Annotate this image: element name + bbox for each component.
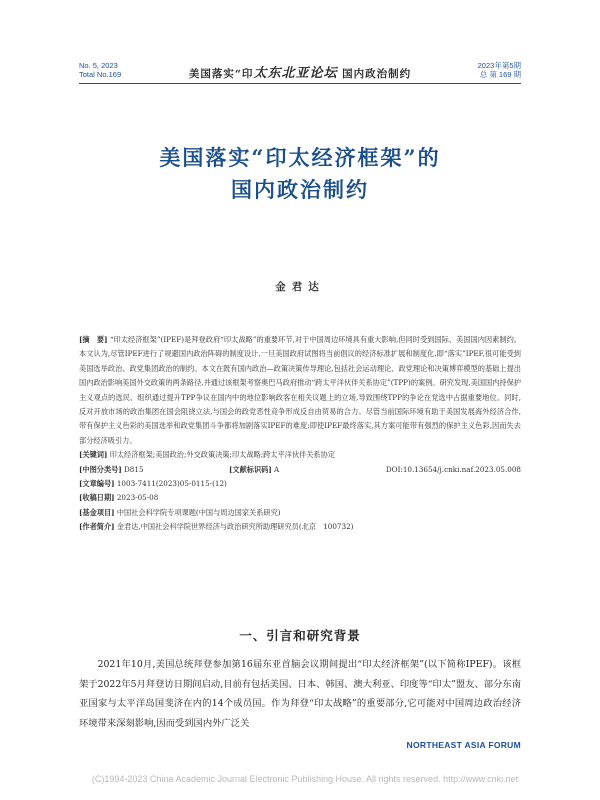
journal-brand: 太东北亚论坛 [253,66,338,81]
title-line-2: 国内政治制约 [231,177,369,202]
running-head-suffix: 国内政治制约 [342,68,412,80]
received-value: 2023-05-08 [116,493,159,503]
author-name: 金君达 [275,281,325,293]
abstract-label: [摘 要] [79,335,108,344]
received-label: [收稿日期] [79,493,115,503]
title-line-1: 美国落实“印太经济框架”的 [159,145,441,170]
keywords-label: [关键词] [79,450,108,460]
abstract [79,333,521,448]
header-rule [79,83,521,84]
author-bio [79,520,521,534]
section-heading: 一、引言和研究背景 [239,628,361,643]
articleno-value: 1003-7411(2023)05-0115-(12) [116,479,227,489]
running-head-prefix: 美国落实“印 [188,68,254,80]
article-title [0,142,600,206]
total-number-en: Total No.169 [79,70,122,79]
fund-value: 中国社会科学院专项课题(中国与周边国家关系研究) [116,507,281,517]
clc-value: D815 [124,464,144,474]
fund [79,506,521,520]
total-number-cn: 总 第 169 期 [479,70,521,79]
keywords [79,448,521,462]
doccode-value: A [274,464,280,474]
header-issue-right [478,61,521,79]
doi: DOI:10.13654/j.cnki.naf.2023.05.008 [385,464,521,474]
footer-journal-name: NORTHEAST ASIA FORUM [406,740,521,750]
doccode-label: [文献标识码] [229,464,272,474]
article-number [79,477,521,491]
keywords-text: 印太经济框架;美国政治;外交政策决策;印太战略;跨太平洋伙伴关系协定 [109,450,335,460]
author-bio-value: 金君达,中国社会科学院世界经济与政治研究所助理研究员(北京 100732) [116,522,354,532]
received-date [79,491,521,505]
body-paragraph: 2021年10月,美国总统拜登参加第16届东亚首脑会议期间提出“印太经济框架”(以下简称IPEF)。该框架于2022年5月拜登访日期间启动,目前有包括美国、日本、韩国、澳大利亚、印度等“印太”盟友、部分东南亚国家与太平洋岛国斐济在内的14个成员国。作为拜登“印太战略”的重要部分,它可能对中国周边政治经济环境带来深刻影响,因而受到国内外广泛关 [79,659,521,729]
author-bio-label: [作者简介] [79,522,115,532]
fund-label: [基金项目] [79,507,115,517]
classification-row [79,463,521,477]
issue-number-cn: 2023年第5期 [477,61,521,70]
abstract-text: “印太经济框架”(IPEF)是拜登政府“印太战略”的重要环节,对于中国周边环境具有重大影响,但同时受到国际、美国国内因素制约。本文认为,尽管IPEF进行了规避国内政治阵碍的制度设计,一旦美国政府试图将当前倡议的经济标准扩展和制度化,即“落实”IPEF,很可能受到美国选举政治、政党集团政治的制约。本文在既有国内政治—政策决策传导理论,包括社会运动理论、政党理论和决策博弈模型的基础上提出国内政治影响美国外交政策的两条路径,并通过该框架考察奥巴马政府推动“跨太平洋伙伴关系协定”(TPP)的案例。研究发现,美国国内持保护主义观点的选民、组织通过提升TPP争议在国内中的地位影响政客在相关议题上的立场,导致围绕TPP的争论在党选中占据重要地位。同时,反对开放市场的政治集团在国会阻挠立法,与国会的政党恶性竞争形成反自由贸易的合力。尽管当前国际环境有助于美国发展海外经济合作,带有保护主义色彩的美国选举和政党集团斗争都将加剧落实IPEF的难度;即使IPEF最终落实,其方案可能带有强烈的保护主义色彩,因而失去部分经济吸引力。 [79,335,521,445]
issue-number-en: No. 5, 2023 [79,61,118,70]
article-meta [79,333,521,535]
articleno-label: [文章编号] [79,479,115,489]
copyright-notice: (C)1994-2023 China Academic Journal Electronic Publishing House. All rights reserved. http://www.cnki.net [91,774,519,784]
clc-label: [中图分类号] [79,464,122,474]
